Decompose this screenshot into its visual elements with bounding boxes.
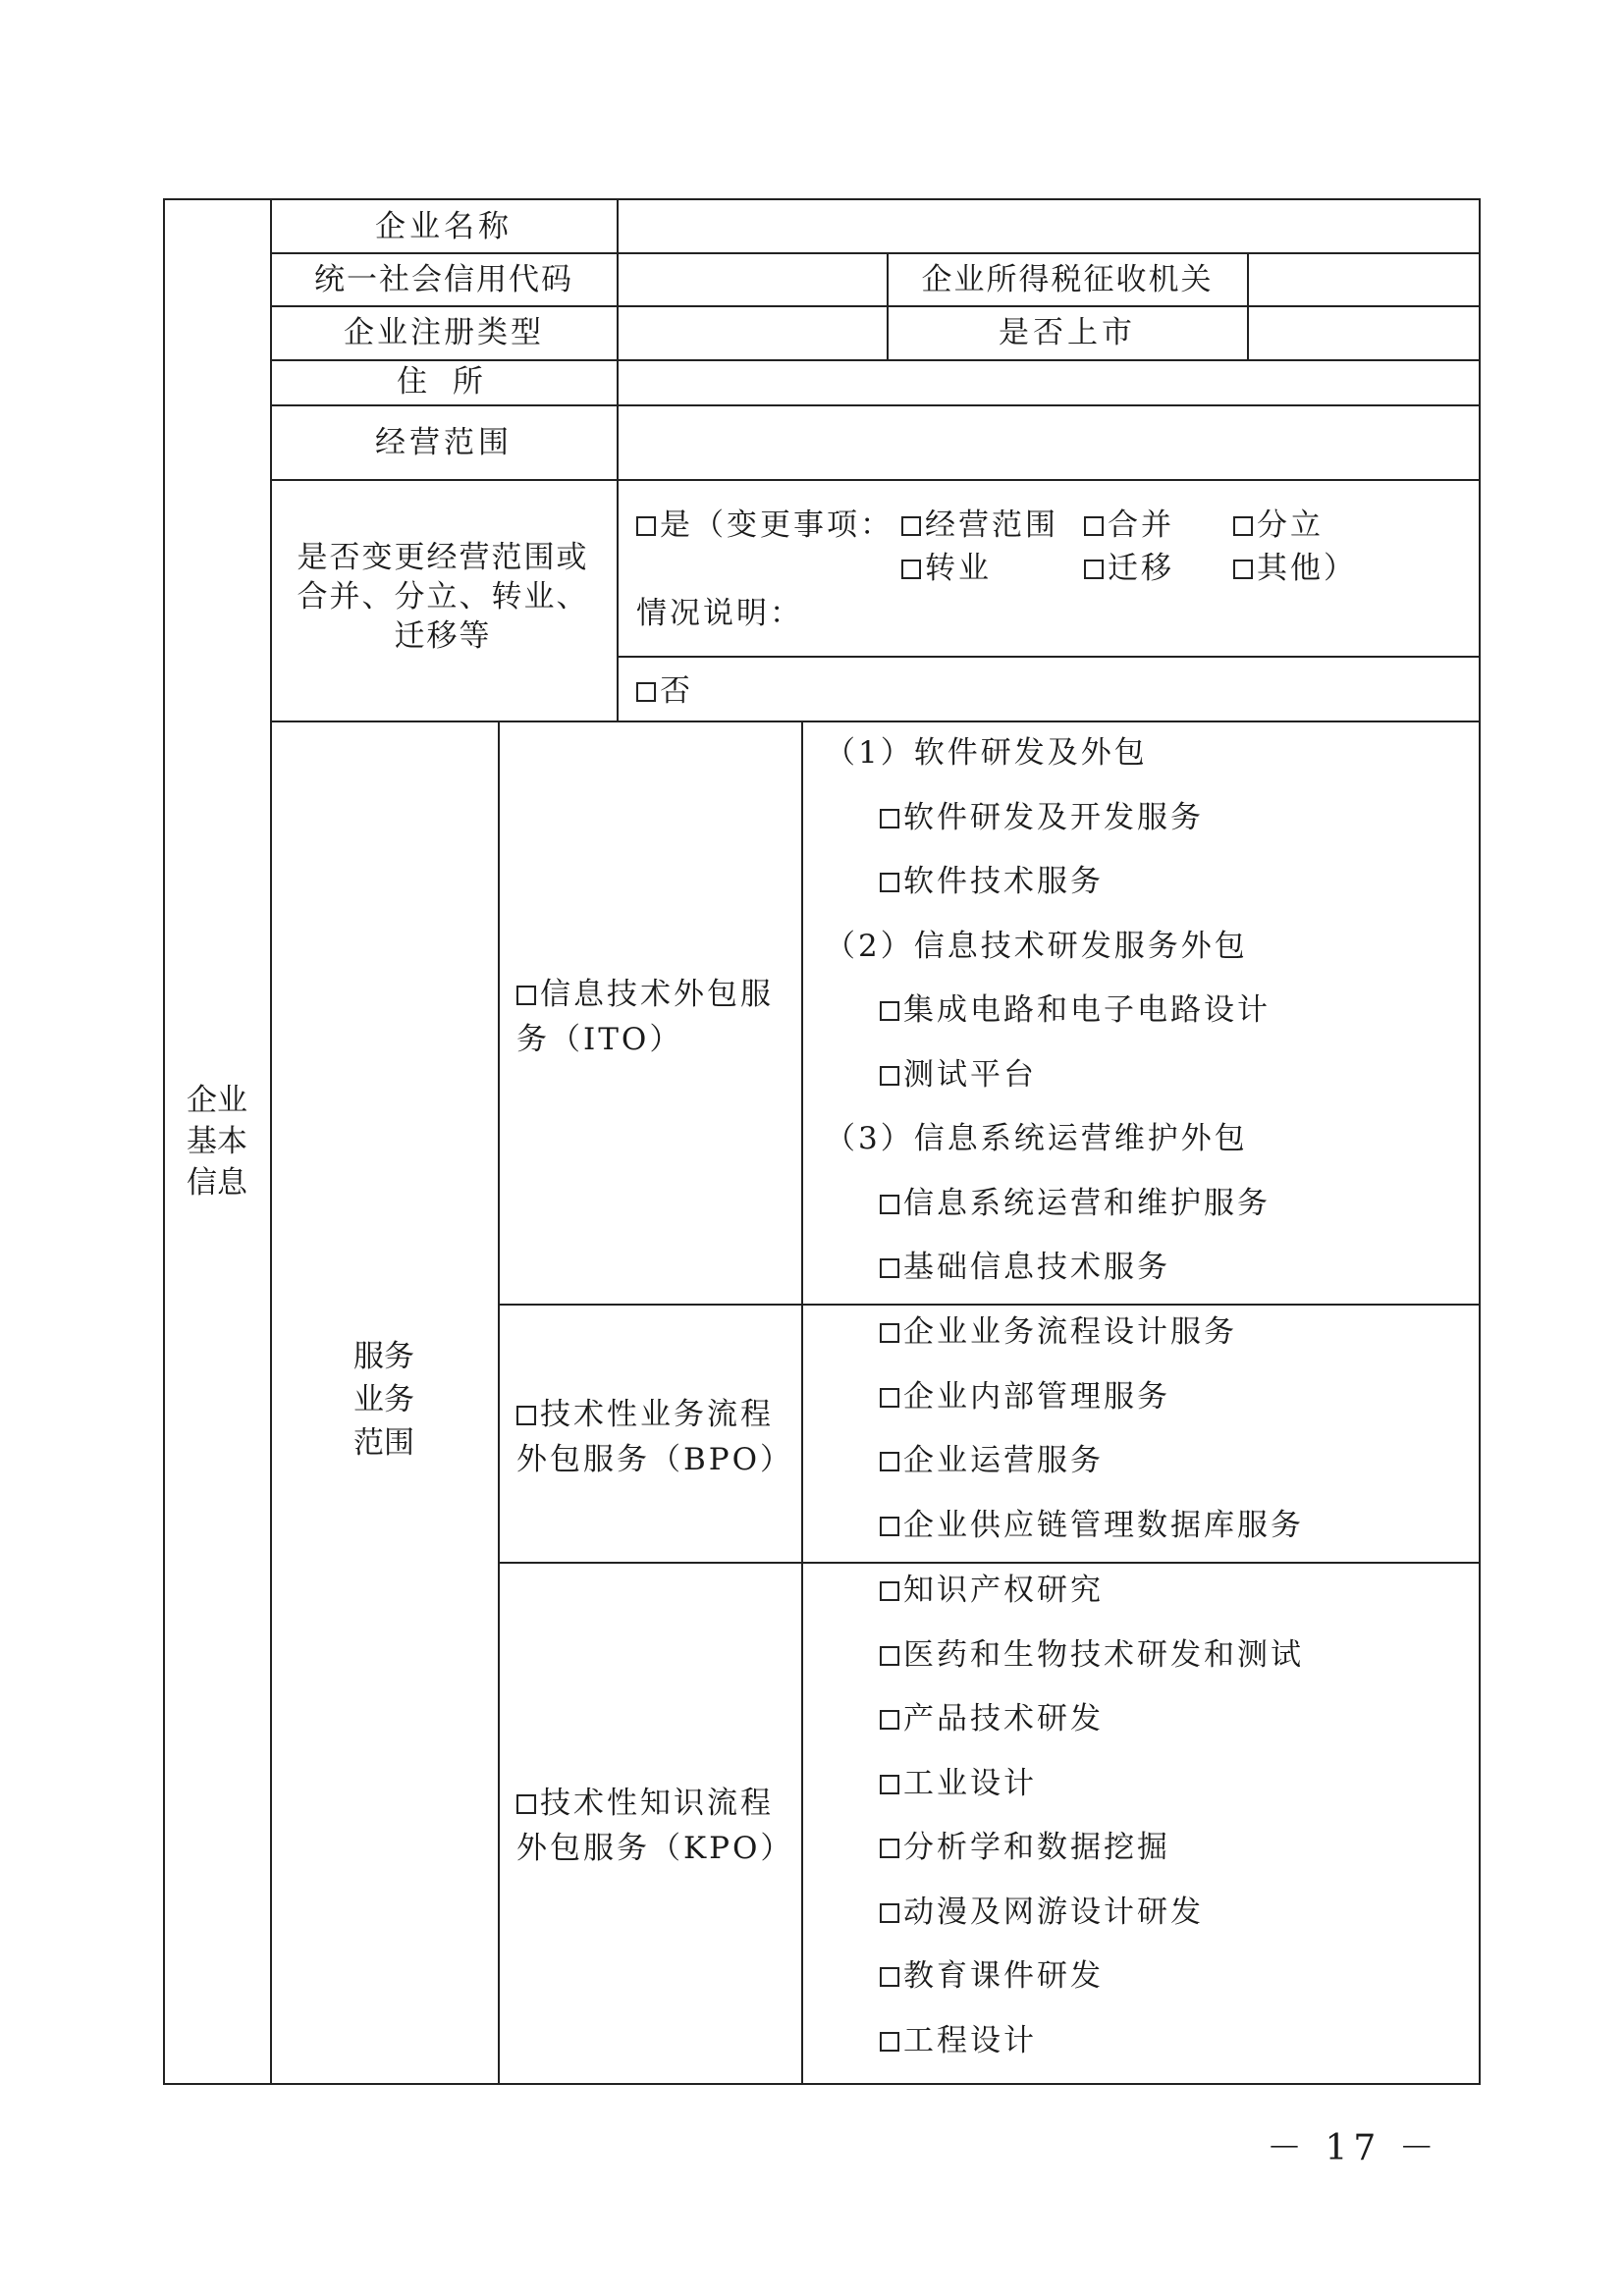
- category-column-divider: [801, 721, 803, 2084]
- row-line: [270, 721, 1480, 722]
- service-option-label: 工程设计: [903, 2022, 1037, 2058]
- service-column-divider: [498, 721, 500, 2084]
- service-option-label: 企业运营服务: [903, 1443, 1104, 1478]
- category-heading-text: （3）信息系统运营维护外包: [825, 1121, 1248, 1156]
- category-bpo-label: 技术性业务流程外包服务（BPO）: [516, 1397, 794, 1477]
- reg-type-field[interactable]: [621, 309, 884, 357]
- service-option[interactable]: [880, 1765, 1037, 1803]
- business-scope-label: 经营范围: [375, 425, 513, 460]
- listed-label: 是否上市: [999, 315, 1136, 350]
- category-heading: [825, 928, 1248, 966]
- category-bpo[interactable]: [516, 1392, 797, 1482]
- service-option-label: 软件技术服务: [903, 864, 1104, 899]
- listed-field[interactable]: [1251, 309, 1477, 357]
- checkbox-icon[interactable]: [880, 1258, 899, 1278]
- change-item-label: 经营范围: [925, 507, 1058, 543]
- service-option-label: 知识产权研究: [903, 1573, 1104, 1608]
- service-option[interactable]: [880, 1185, 1271, 1223]
- checkbox-icon[interactable]: [1084, 560, 1104, 579]
- service-option[interactable]: [880, 1957, 1104, 1996]
- checkbox-icon[interactable]: [880, 1903, 899, 1923]
- service-option[interactable]: [880, 1829, 1170, 1867]
- service-option-label: 软件研发及开发服务: [903, 799, 1204, 835]
- row-line: [270, 404, 1480, 406]
- checkbox-icon[interactable]: [516, 1794, 536, 1814]
- category-kpo-label: 技术性知识流程外包服务（KPO）: [516, 1786, 794, 1866]
- service-option[interactable]: [880, 799, 1204, 837]
- service-option-label: 企业业务流程设计服务: [903, 1314, 1237, 1350]
- checkbox-icon[interactable]: [880, 1967, 899, 1987]
- checkbox-icon[interactable]: [901, 516, 921, 536]
- service-option[interactable]: [880, 1700, 1104, 1738]
- checkbox-icon[interactable]: [880, 873, 899, 892]
- service-option-label: 信息系统运营和维护服务: [903, 1185, 1271, 1221]
- checkbox-icon[interactable]: [880, 1710, 899, 1730]
- checkbox-icon[interactable]: [516, 1406, 536, 1425]
- company-name-field[interactable]: [621, 202, 1477, 251]
- checkbox-icon[interactable]: [880, 1581, 899, 1601]
- change-item-scope[interactable]: [901, 507, 1058, 545]
- service-option[interactable]: [880, 1249, 1170, 1287]
- checkbox-icon[interactable]: [636, 516, 656, 536]
- tax-authority-field[interactable]: [1251, 256, 1477, 304]
- checkbox-icon[interactable]: [1233, 516, 1253, 536]
- row-line: [270, 305, 1480, 307]
- change-question-label: 是否变更经营范围或合并、分立、转业、迁移等: [297, 540, 589, 654]
- tax-authority-label: 企业所得税征收机关: [921, 262, 1214, 297]
- address-field[interactable]: [621, 363, 1477, 402]
- change-item-label: 转业: [925, 551, 992, 586]
- service-option-label: 产品技术研发: [903, 1701, 1104, 1736]
- change-item-merge[interactable]: [1084, 507, 1174, 545]
- service-option-label: 医药和生物技术研发和测试: [903, 1636, 1304, 1673]
- service-option[interactable]: [880, 1894, 1204, 1932]
- service-option-label: 工业设计: [903, 1765, 1037, 1801]
- service-option-label: 集成电路和电子电路设计: [903, 992, 1271, 1028]
- service-option[interactable]: [880, 1313, 1237, 1352]
- checkbox-icon[interactable]: [1084, 516, 1104, 536]
- checkbox-icon[interactable]: [880, 1195, 899, 1214]
- change-item-label: 分立: [1257, 507, 1324, 543]
- business-scope-field[interactable]: [621, 408, 1477, 477]
- category-heading-text: （1）软件研发及外包: [825, 735, 1148, 771]
- change-item-relocate[interactable]: [1084, 550, 1174, 588]
- service-option-label: 企业供应链管理数据库服务: [903, 1507, 1304, 1543]
- service-option[interactable]: [880, 1378, 1170, 1416]
- service-label: 服务业务范围: [353, 1339, 414, 1461]
- change-item-label: 迁移: [1108, 551, 1174, 586]
- checkbox-icon[interactable]: [880, 1517, 899, 1536]
- checkbox-icon[interactable]: [880, 809, 899, 828]
- checkbox-icon[interactable]: [516, 986, 536, 1005]
- change-no-option[interactable]: [636, 672, 690, 711]
- change-yes-option[interactable]: [636, 507, 893, 545]
- table-border-left: [163, 198, 165, 2085]
- checkbox-icon[interactable]: [880, 2032, 899, 2052]
- category-row-line: [498, 1562, 1480, 1564]
- row-line: [270, 252, 1480, 254]
- service-option-label: 基础信息技术服务: [903, 1250, 1170, 1285]
- service-option-label: 企业内部管理服务: [903, 1378, 1170, 1415]
- checkbox-icon[interactable]: [1233, 560, 1253, 579]
- address-label: 住 所: [397, 364, 491, 400]
- change-no-label: 否: [660, 673, 690, 709]
- checkbox-icon[interactable]: [880, 1388, 899, 1408]
- service-option[interactable]: [880, 1636, 1304, 1675]
- checkbox-icon[interactable]: [880, 1839, 899, 1858]
- service-option[interactable]: [880, 1507, 1304, 1545]
- table-border-top: [163, 198, 1481, 200]
- category-heading: [825, 734, 1148, 773]
- checkbox-icon[interactable]: [880, 1452, 899, 1471]
- service-option-label: 教育课件研发: [903, 1958, 1104, 1994]
- change-item-split[interactable]: [1233, 507, 1324, 545]
- category-ito-label: 信息技术外包服务（ITO）: [516, 977, 774, 1057]
- checkbox-icon[interactable]: [880, 1001, 899, 1021]
- table-border-bottom: [163, 2083, 1481, 2085]
- service-option[interactable]: [880, 863, 1104, 901]
- credit-code-field[interactable]: [621, 256, 884, 304]
- cell-divider: [1247, 252, 1249, 359]
- company-name-label: 企业名称: [375, 209, 513, 244]
- service-option[interactable]: [880, 991, 1271, 1030]
- label-column-divider: [617, 198, 619, 721]
- row-line: [270, 359, 1480, 361]
- checkbox-icon[interactable]: [901, 560, 921, 579]
- checkbox-icon[interactable]: [880, 1775, 899, 1794]
- service-option[interactable]: [880, 1056, 1037, 1095]
- category-row-line: [498, 1304, 1480, 1306]
- change-item-transfer[interactable]: [901, 550, 992, 588]
- category-kpo[interactable]: [516, 1781, 797, 1871]
- page-number: － 17 －: [1267, 2128, 1440, 2168]
- service-option[interactable]: [880, 1442, 1104, 1480]
- change-item-label: 其他）: [1257, 551, 1357, 586]
- service-option-label: 分析学和数据挖掘: [903, 1830, 1170, 1865]
- section-label: 企业基本信息: [187, 1083, 247, 1201]
- change-yes-label: 是（变更事项：: [660, 507, 893, 543]
- row-line: [617, 656, 1480, 658]
- change-note-label: 情况说明：: [636, 596, 803, 631]
- service-option[interactable]: [880, 2022, 1037, 2060]
- table-border-right: [1479, 198, 1481, 2085]
- change-item-other[interactable]: [1233, 550, 1357, 588]
- checkbox-icon[interactable]: [636, 682, 656, 702]
- checkbox-icon[interactable]: [880, 1646, 899, 1666]
- reg-type-label: 企业注册类型: [344, 315, 544, 350]
- service-option-label: 测试平台: [903, 1056, 1037, 1093]
- checkbox-icon[interactable]: [880, 1066, 899, 1086]
- row-line: [270, 479, 1480, 481]
- service-option[interactable]: [880, 1572, 1104, 1610]
- checkbox-icon[interactable]: [880, 1323, 899, 1343]
- credit-code-label: 统一社会信用代码: [314, 262, 573, 297]
- service-option-label: 动漫及网游设计研发: [903, 1894, 1204, 1930]
- section-column-divider: [270, 198, 272, 2085]
- category-heading-text: （2）信息技术研发服务外包: [825, 928, 1248, 964]
- category-ito[interactable]: [516, 972, 791, 1062]
- change-item-label: 合并: [1108, 507, 1174, 543]
- category-heading: [825, 1120, 1248, 1158]
